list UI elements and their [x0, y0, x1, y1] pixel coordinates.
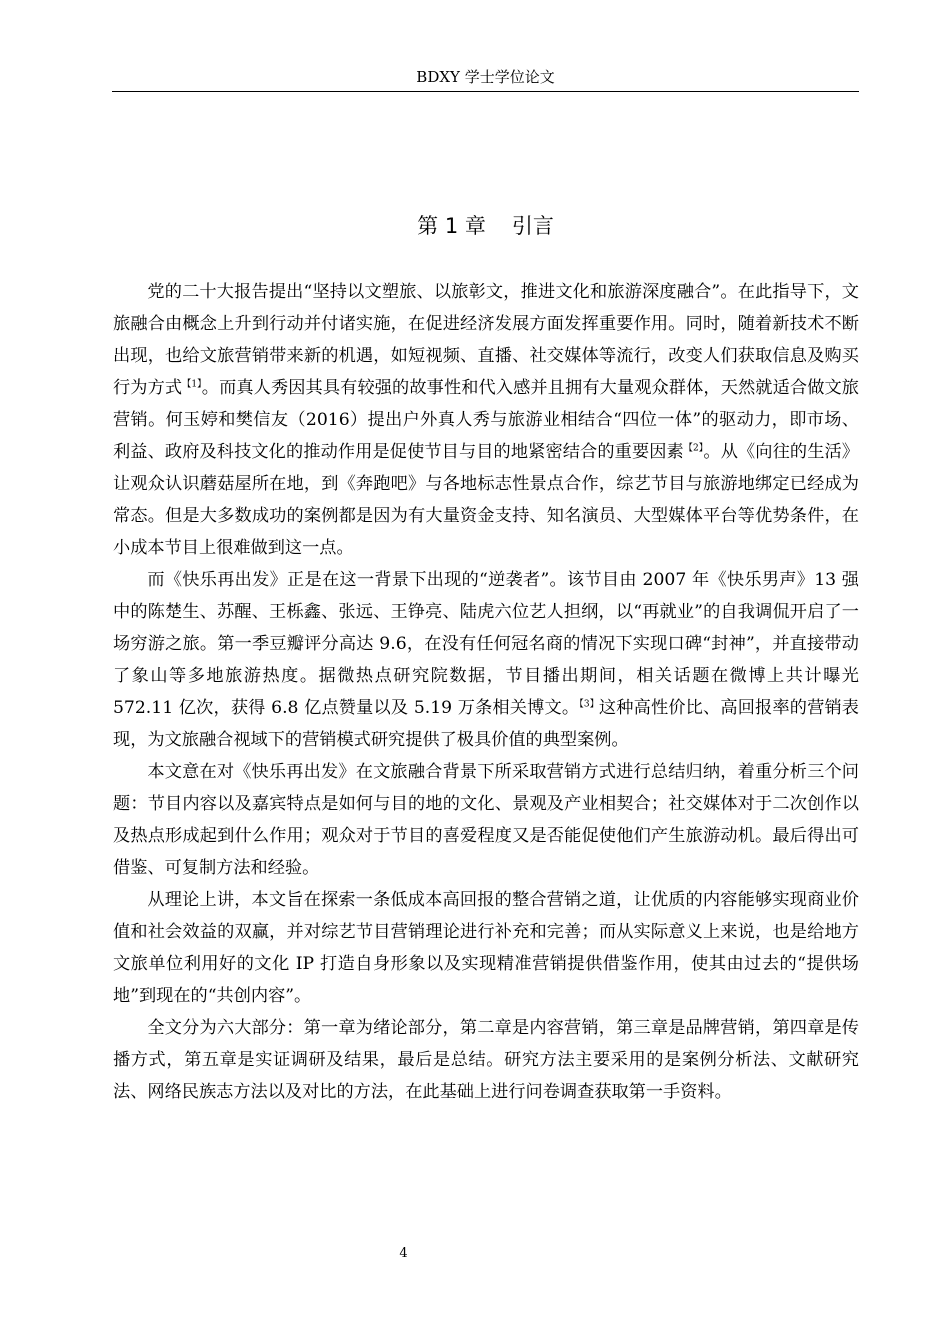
paragraph-text: 而《快乐再出发》正是在这一背景下出现的“逆袭者”。该节目由 2007 年《快乐男声》13 强中的陈楚生、苏醒、王栎鑫、张远、王铮亮、陆虎六位艺人担纲，以“再就业”的自我调侃开启了一场穷游之旅。第一季豆瓣评分高达 9.6，在没有任何冠名商的情况下实现口碑“封神”，并直接带动了象山等多地旅游热度。据微热点研究院数据，节目播出期间，相关话题在微博上共计曝光 572.11 亿次，获得 6.8 亿点赞量以及 5.19 万条相关博文。	[113, 570, 859, 718]
header-rule	[112, 91, 859, 92]
paragraph-5	[113, 1012, 859, 1108]
paragraph-4	[113, 884, 859, 1012]
chapter-title	[112, 208, 859, 244]
citation-2: 【2】	[683, 443, 704, 454]
paragraph-text: 从理论上讲，本文旨在探索一条低成本高回报的整合营销之道，让优质的内容能够实现商业价值和社会效益的双赢，并对综艺节目营销理论进行补充和完善；而从实际意义上来说，也是给地方文旅单位利用好的文化 IP 打造自身形象以及实现精准营销提供借鉴作用，使其由过去的“提供场地”到现在的“共创内容”。	[113, 890, 859, 1006]
paragraph-1	[113, 276, 859, 564]
paragraph-text: 这种高性价比、高回报率的营销表现，为文旅融合视域下的营销模式研究提供了极具价值的典型案例。	[113, 698, 859, 750]
page-number: 4	[399, 1246, 408, 1261]
paragraph-text: 全文分为六大部分：第一章为绪论部分，第二章是内容营销，第三章是品牌营销，第四章是传播方式，第五章是实证调研及结果，最后是总结。研究方法主要采用的是案例分析法、文献研究法、网络民族志方法以及对比的方法，在此基础上进行问卷调查获取第一手资料。	[113, 1018, 859, 1102]
citation-1: 【1】	[182, 379, 202, 390]
chapter-number: 第 1 章	[417, 214, 486, 238]
paragraph-text: 。而真人秀因其具有较强的故事性和代入感并且拥有大量观众群体，天然就适合做文旅营销。何玉婷和樊信友（2016）提出户外真人秀与旅游业相结合“四位一体”的驱动力，即市场、利益、政府及科技文化的推动作用是促使节目与目的地紧密结合的重要因素	[113, 378, 859, 462]
paragraph-text: 党的二十大报告提出“坚持以文塑旅、以旅彰文，推进文化和旅游深度融合”。在此指导下，文旅融合由概念上升到行动并付诸实施，在促进经济发展方面发挥重要作用。同时，随着新技术不断出现，也给文旅营销带来新的机遇，如短视频、直播、社交媒体等流行，改变人们获取信息及购买行为方式	[113, 282, 859, 398]
running-header: BDXY 学士学位论文	[416, 68, 555, 86]
chapter-name: 引言	[511, 214, 554, 238]
paragraph-text: 。从《向往的生活》让观众认识蘑菇屋所在地，到《奔跑吧》与各地标志性景点合作，综艺节目与旅游地绑定已经成为常态。但是大多数成功的案例都是因为有大量资金支持、知名演员、大型媒体平台等优势条件，在小成本节目上很难做到这一点。	[113, 442, 859, 558]
paragraph-3	[113, 756, 859, 884]
chapter-body	[113, 276, 859, 1108]
paragraph-2	[113, 564, 859, 756]
citation-3: 【3】	[579, 699, 599, 710]
paragraph-text: 本文意在对《快乐再出发》在文旅融合背景下所采取营销方式进行总结归纳，着重分析三个问题：节目内容以及嘉宾特点是如何与目的地的文化、景观及产业相契合；社交媒体对于二次创作以及热点形成起到什么作用；观众对于节目的喜爱程度又是否能促使他们产生旅游动机。最后得出可借鉴、可复制方法和经验。	[113, 762, 859, 878]
